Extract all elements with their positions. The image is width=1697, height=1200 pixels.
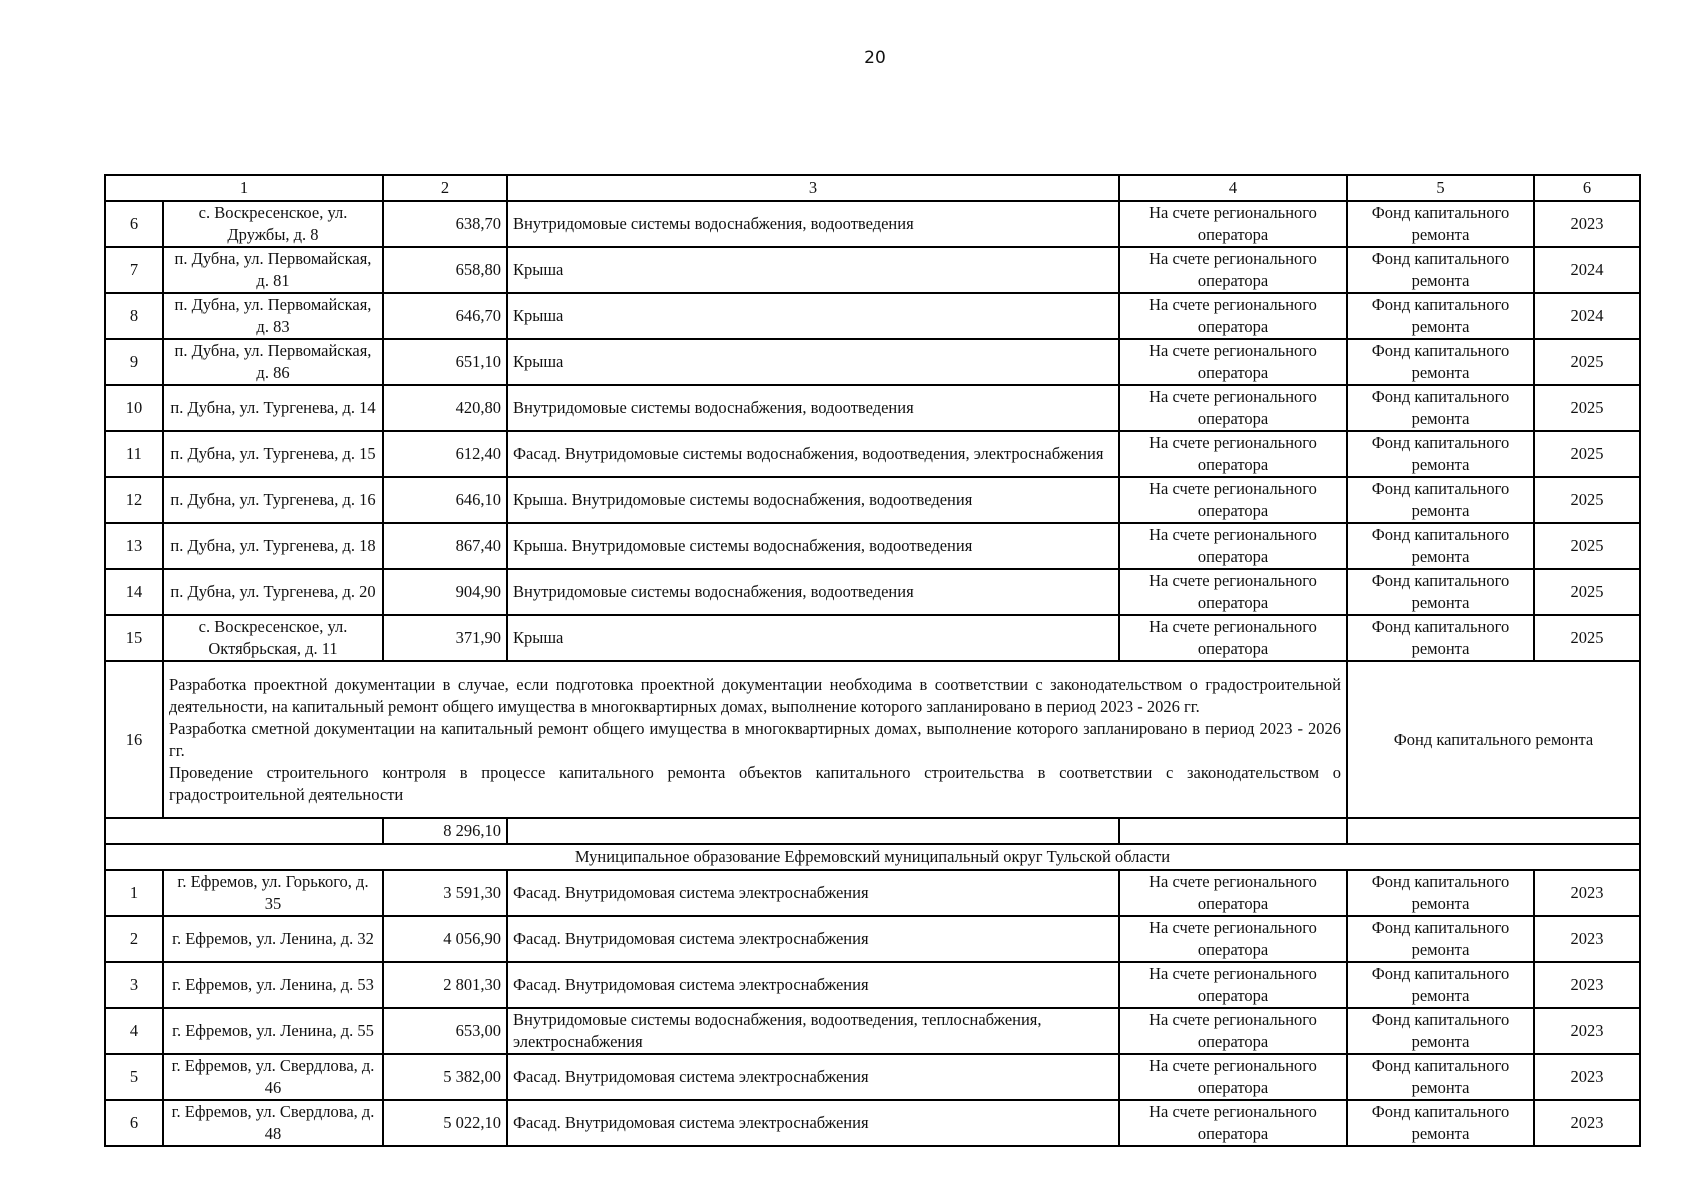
header-cell-4: 4 — [1119, 175, 1347, 201]
address-cell: п. Дубна, ул. Тургенева, д. 16 — [163, 477, 383, 523]
description-paragraph: Разработка сметной документации на капитальный ремонт общего имущества в многоквартирных домах, выполнение которого запланировано в период 2023 - 2026 гг. — [169, 718, 1341, 760]
table-row-16 — [105, 661, 1640, 818]
area-cell: 3 591,30 — [383, 870, 507, 916]
year-cell: 2023 — [1534, 201, 1640, 247]
area-cell: 5 382,00 — [383, 1054, 507, 1100]
address-cell: г. Ефремов, ул. Ленина, д. 32 — [163, 916, 383, 962]
funding-source-cell: Фонд капитального ремонта — [1347, 615, 1534, 661]
funding-source-cell: Фонд капитального ремонта — [1347, 661, 1640, 818]
account-cell: На счете регионального оператора — [1119, 615, 1347, 661]
header-row — [105, 175, 1640, 201]
row-number: 13 — [105, 523, 163, 569]
funding-source-cell: Фонд капитального ремонта — [1347, 247, 1534, 293]
account-cell: На счете регионального оператора — [1119, 1054, 1347, 1100]
area-cell: 420,80 — [383, 385, 507, 431]
funding-source-cell: Фонд капитального ремонта — [1347, 870, 1534, 916]
header-cell-2: 2 — [383, 175, 507, 201]
row-number: 2 — [105, 916, 163, 962]
account-cell: На счете регионального оператора — [1119, 916, 1347, 962]
works-cell: Крыша. Внутридомовые системы водоснабжения, водоотведения — [507, 477, 1119, 523]
funding-source-cell: Фонд капитального ремонта — [1347, 1008, 1534, 1054]
address-cell: г. Ефремов, ул. Свердлова, д. 46 — [163, 1054, 383, 1100]
table-row — [105, 385, 1640, 431]
area-cell: 2 801,30 — [383, 962, 507, 1008]
funding-source-cell: Фонд капитального ремонта — [1347, 962, 1534, 1008]
year-cell: 2023 — [1534, 962, 1640, 1008]
table-row — [105, 293, 1640, 339]
section-title: Муниципальное образование Ефремовский муниципальный округ Тульской области — [105, 844, 1640, 870]
table-row — [105, 1008, 1640, 1054]
row-number: 14 — [105, 569, 163, 615]
area-cell: 867,40 — [383, 523, 507, 569]
works-cell: Крыша — [507, 247, 1119, 293]
account-cell: На счете регионального оператора — [1119, 431, 1347, 477]
year-cell: 2025 — [1534, 339, 1640, 385]
total-empty-cell — [1119, 818, 1347, 844]
row-number: 11 — [105, 431, 163, 477]
funding-source-cell: Фонд капитального ремонта — [1347, 916, 1534, 962]
account-cell: На счете регионального оператора — [1119, 1008, 1347, 1054]
total-label-cell — [105, 818, 383, 844]
area-cell: 612,40 — [383, 431, 507, 477]
header-cell-5: 5 — [1347, 175, 1534, 201]
year-cell: 2024 — [1534, 247, 1640, 293]
address-cell: г. Ефремов, ул. Горького, д. 35 — [163, 870, 383, 916]
header-cell-6: 6 — [1534, 175, 1640, 201]
description-paragraph: Проведение строительного контроля в процессе капитального ремонта объектов капитального строительства в соответствии с законодательством о градостроительной деятельности — [169, 762, 1341, 804]
row-number: 8 — [105, 293, 163, 339]
year-cell: 2023 — [1534, 1054, 1640, 1100]
area-cell: 658,80 — [383, 247, 507, 293]
account-cell: На счете регионального оператора — [1119, 962, 1347, 1008]
works-cell: Внутридомовые системы водоснабжения, водоотведения, теплоснабжения, электроснабжения — [507, 1008, 1119, 1054]
year-cell: 2023 — [1534, 1008, 1640, 1054]
year-cell: 2025 — [1534, 569, 1640, 615]
account-cell: На счете регионального оператора — [1119, 385, 1347, 431]
year-cell: 2025 — [1534, 615, 1640, 661]
row-number: 3 — [105, 962, 163, 1008]
funding-source-cell: Фонд капитального ремонта — [1347, 339, 1534, 385]
address-cell: п. Дубна, ул. Первомайская, д. 86 — [163, 339, 383, 385]
works-cell: Фасад. Внутридомовая система электроснабжения — [507, 1100, 1119, 1146]
table-row — [105, 339, 1640, 385]
account-cell: На счете регионального оператора — [1119, 870, 1347, 916]
works-cell: Внутридомовые системы водоснабжения, водоотведения — [507, 569, 1119, 615]
funding-source-cell: Фонд капитального ремонта — [1347, 523, 1534, 569]
table-row — [105, 569, 1640, 615]
table-row — [105, 1054, 1640, 1100]
total-empty-cell — [1347, 818, 1640, 844]
row-number: 9 — [105, 339, 163, 385]
works-cell: Фасад. Внутридомовая система электроснабжения — [507, 962, 1119, 1008]
year-cell: 2025 — [1534, 477, 1640, 523]
area-cell: 646,10 — [383, 477, 507, 523]
section-row — [105, 844, 1640, 870]
address-cell: п. Дубна, ул. Тургенева, д. 14 — [163, 385, 383, 431]
row-number: 6 — [105, 201, 163, 247]
area-cell: 646,70 — [383, 293, 507, 339]
table-row — [105, 916, 1640, 962]
row-number: 7 — [105, 247, 163, 293]
total-row — [105, 818, 1640, 844]
row-number: 6 — [105, 1100, 163, 1146]
account-cell: На счете регионального оператора — [1119, 293, 1347, 339]
works-cell: Крыша — [507, 293, 1119, 339]
year-cell: 2023 — [1534, 870, 1640, 916]
total-empty-cell — [507, 818, 1119, 844]
address-cell: п. Дубна, ул. Первомайская, д. 81 — [163, 247, 383, 293]
year-cell: 2023 — [1534, 916, 1640, 962]
table-row — [105, 247, 1640, 293]
works-cell: Фасад. Внутридомовая система электроснабжения — [507, 1054, 1119, 1100]
capital-repair-table — [104, 174, 1641, 1147]
table-row — [105, 523, 1640, 569]
year-cell: 2025 — [1534, 523, 1640, 569]
account-cell: На счете регионального оператора — [1119, 1100, 1347, 1146]
works-cell: Внутридомовые системы водоснабжения, водоотведения — [507, 201, 1119, 247]
area-cell: 4 056,90 — [383, 916, 507, 962]
row-number: 16 — [105, 661, 163, 818]
year-cell: 2025 — [1534, 385, 1640, 431]
funding-source-cell: Фонд капитального ремонта — [1347, 1100, 1534, 1146]
row-number: 15 — [105, 615, 163, 661]
account-cell: На счете регионального оператора — [1119, 477, 1347, 523]
works-cell: Крыша. Внутридомовые системы водоснабжения, водоотведения — [507, 523, 1119, 569]
table-row — [105, 870, 1640, 916]
works-cell: Крыша — [507, 339, 1119, 385]
header-cell-3: 3 — [507, 175, 1119, 201]
address-cell: п. Дубна, ул. Тургенева, д. 15 — [163, 431, 383, 477]
funding-source-cell: Фонд капитального ремонта — [1347, 201, 1534, 247]
funding-source-cell: Фонд капитального ремонта — [1347, 1054, 1534, 1100]
area-cell: 653,00 — [383, 1008, 507, 1054]
account-cell: На счете регионального оператора — [1119, 569, 1347, 615]
table-row — [105, 477, 1640, 523]
table-row — [105, 431, 1640, 477]
address-cell: п. Дубна, ул. Первомайская, д. 83 — [163, 293, 383, 339]
address-cell: с. Воскресенское, ул. Октябрьская, д. 11 — [163, 615, 383, 661]
description-paragraph: Разработка проектной документации в случае, если подготовка проектной документации необходима в соответствии с законодательством о градостроительной деятельности, на капитальный ремонт общего имущества в многоквартирных домах, выполнение которого запланировано в период 2023 - 2026 гг. — [169, 674, 1341, 716]
funding-source-cell: Фонд капитального ремонта — [1347, 293, 1534, 339]
works-cell: Внутридомовые системы водоснабжения, водоотведения — [507, 385, 1119, 431]
row-number: 12 — [105, 477, 163, 523]
row-number: 10 — [105, 385, 163, 431]
area-cell: 5 022,10 — [383, 1100, 507, 1146]
works-cell: Фасад. Внутридомовая система электроснабжения — [507, 916, 1119, 962]
works-cell: Фасад. Внутридомовая система электроснабжения — [507, 870, 1119, 916]
table-row — [105, 201, 1640, 247]
address-cell: г. Ефремов, ул. Ленина, д. 55 — [163, 1008, 383, 1054]
description-cell — [163, 661, 1347, 818]
page-number: 20 — [864, 48, 886, 68]
area-cell: 638,70 — [383, 201, 507, 247]
table-row — [105, 615, 1640, 661]
works-cell: Крыша — [507, 615, 1119, 661]
account-cell: На счете регионального оператора — [1119, 523, 1347, 569]
address-cell: п. Дубна, ул. Тургенева, д. 18 — [163, 523, 383, 569]
funding-source-cell: Фонд капитального ремонта — [1347, 477, 1534, 523]
area-cell: 371,90 — [383, 615, 507, 661]
area-cell: 651,10 — [383, 339, 507, 385]
total-area-cell: 8 296,10 — [383, 818, 507, 844]
address-cell: с. Воскресенское, ул. Дружбы, д. 8 — [163, 201, 383, 247]
funding-source-cell: Фонд капитального ремонта — [1347, 385, 1534, 431]
row-number: 1 — [105, 870, 163, 916]
address-cell: г. Ефремов, ул. Ленина, д. 53 — [163, 962, 383, 1008]
year-cell: 2024 — [1534, 293, 1640, 339]
funding-source-cell: Фонд капитального ремонта — [1347, 569, 1534, 615]
funding-source-cell: Фонд капитального ремонта — [1347, 431, 1534, 477]
account-cell: На счете регионального оператора — [1119, 247, 1347, 293]
year-cell: 2023 — [1534, 1100, 1640, 1146]
header-cell-1: 1 — [105, 175, 383, 201]
table-row — [105, 962, 1640, 1008]
row-number: 5 — [105, 1054, 163, 1100]
account-cell: На счете регионального оператора — [1119, 339, 1347, 385]
area-cell: 904,90 — [383, 569, 507, 615]
address-cell: г. Ефремов, ул. Свердлова, д. 48 — [163, 1100, 383, 1146]
works-cell: Фасад. Внутридомовые системы водоснабжения, водоотведения, электроснабжения — [507, 431, 1119, 477]
row-number: 4 — [105, 1008, 163, 1054]
address-cell: п. Дубна, ул. Тургенева, д. 20 — [163, 569, 383, 615]
table-row — [105, 1100, 1640, 1146]
account-cell: На счете регионального оператора — [1119, 201, 1347, 247]
year-cell: 2025 — [1534, 431, 1640, 477]
